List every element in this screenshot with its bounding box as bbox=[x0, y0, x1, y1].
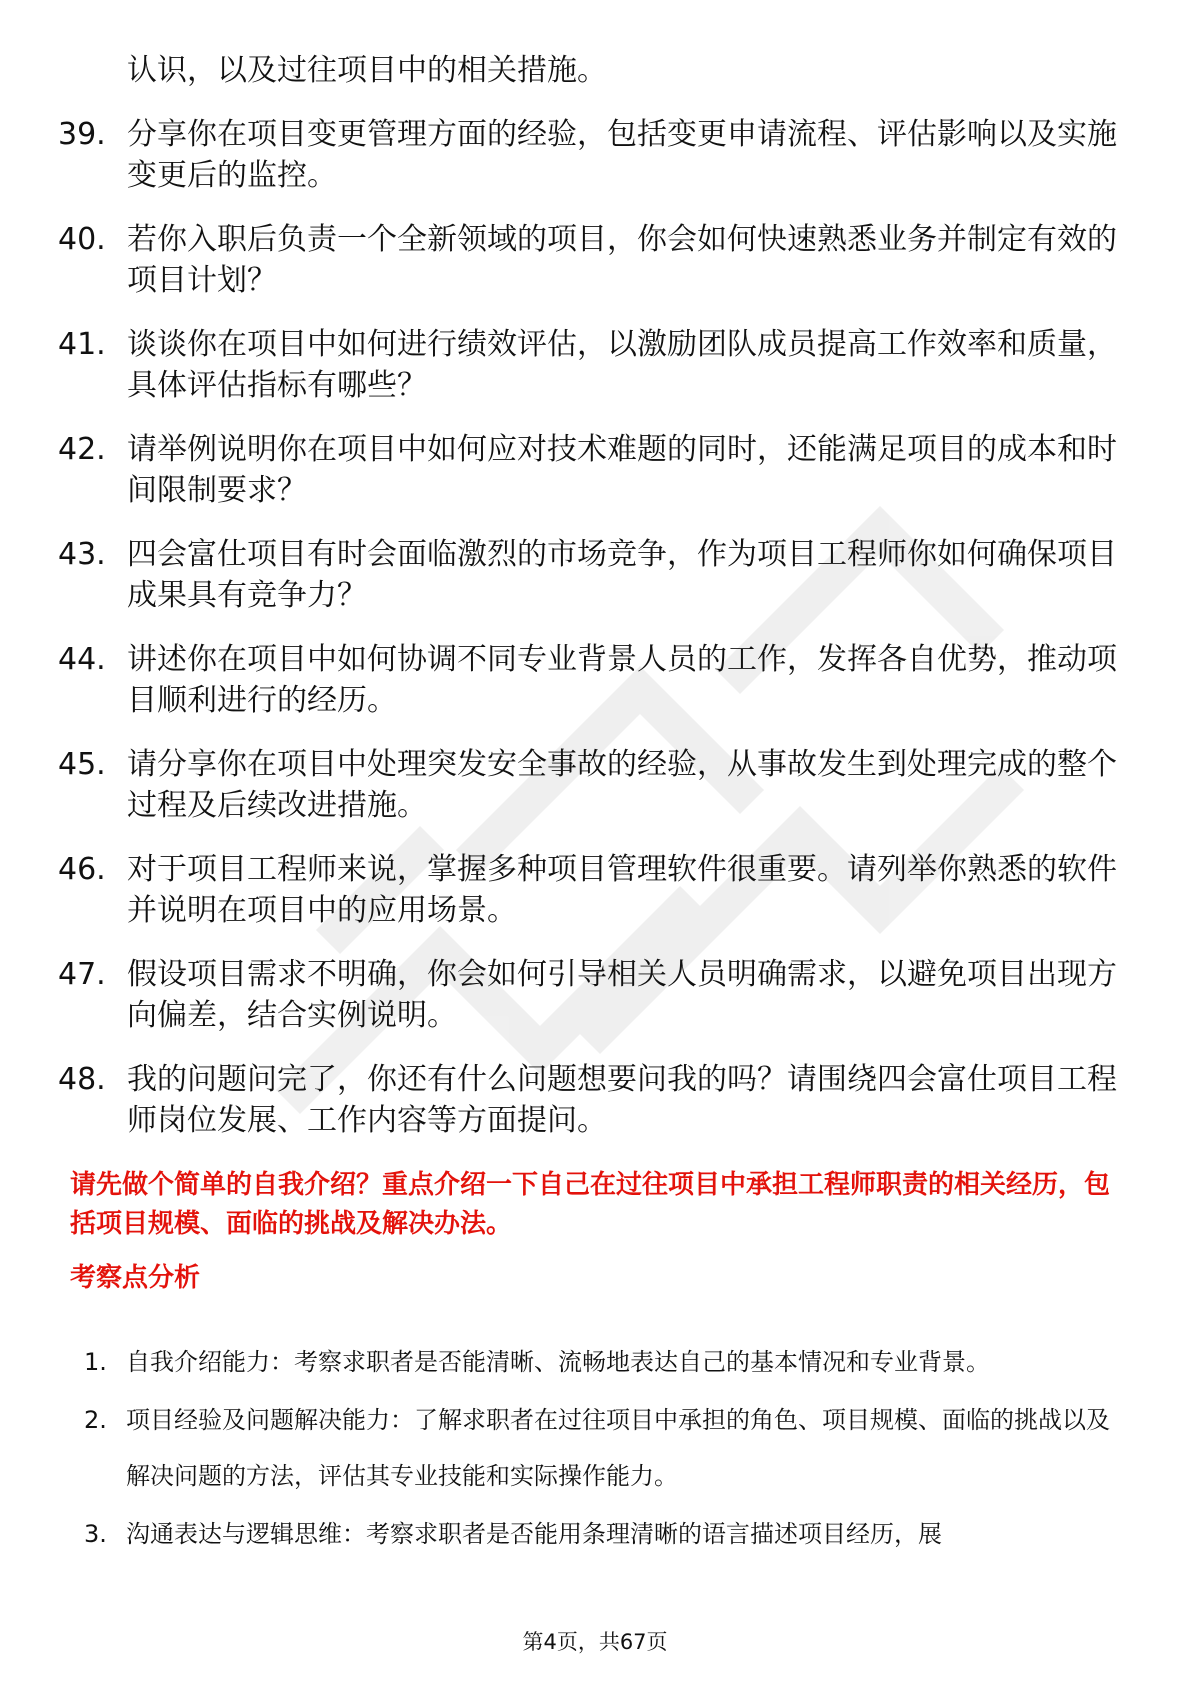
analysis-item bbox=[84, 1392, 1124, 1504]
page-footer: 第4页，共67页 bbox=[522, 1630, 668, 1654]
question-text: 对于项目工程师来说，掌握多种项目管理软件很重要。请列举你熟悉的软件并说明在项目中的应用场景。 bbox=[127, 852, 1117, 928]
analysis-number: 1. bbox=[84, 1348, 107, 1376]
question-item-47 bbox=[58, 954, 1118, 1036]
question-item-48 bbox=[58, 1059, 1118, 1141]
question-text: 请分享你在项目中处理突发安全事故的经验，从事故发生到处理完成的整个过程及后续改进措施。 bbox=[127, 747, 1117, 823]
question-text: 假设项目需求不明确，你会如何引导相关人员明确需求，以避免项目出现方向偏差，结合实例说明。 bbox=[127, 957, 1117, 1033]
question-text: 讲述你在项目中如何协调不同专业背景人员的工作，发挥各自优势，推动项目顺利进行的经历。 bbox=[127, 642, 1117, 718]
question-text: 请举例说明你在项目中如何应对技术难题的同时，还能满足项目的成本和时间限制要求？ bbox=[127, 432, 1117, 508]
question-text: 四会富仕项目有时会面临激烈的市场竞争，作为项目工程师你如何确保项目成果具有竞争力？ bbox=[127, 537, 1117, 613]
question-item-46 bbox=[58, 849, 1118, 931]
question-item-39 bbox=[58, 114, 1118, 196]
question-item-40 bbox=[58, 219, 1118, 301]
analysis-number: 3. bbox=[84, 1520, 107, 1548]
question-number: 41. bbox=[58, 327, 106, 362]
question-number: 48. bbox=[58, 1062, 106, 1097]
question-item-45 bbox=[58, 744, 1118, 826]
question-number: 39. bbox=[58, 117, 106, 152]
question-number: 44. bbox=[58, 642, 106, 677]
question-text: 我的问题问完了，你还有什么问题想要问我的吗？请围绕四会富仕项目工程师岗位发展、工作内容等方面提问。 bbox=[127, 1062, 1117, 1138]
question-item-43 bbox=[58, 534, 1118, 616]
analysis-number: 2. bbox=[84, 1406, 107, 1434]
question-list bbox=[58, 50, 1118, 1164]
question-number: 45. bbox=[58, 747, 106, 782]
question-text: 若你入职后负责一个全新领域的项目，你会如何快速熟悉业务并制定有效的项目计划？ bbox=[127, 222, 1117, 298]
analysis-item bbox=[84, 1334, 1124, 1390]
featured-question: 请先做个简单的自我介绍？重点介绍一下自己在过往项目中承担工程师职责的相关经历，包括项目规模、面临的挑战及解决办法。 bbox=[70, 1170, 1111, 1239]
analysis-text: 沟通表达与逻辑思维：考察求职者是否能用条理清晰的语言描述项目经历，展 bbox=[126, 1520, 942, 1548]
question-text: 认识，以及过往项目中的相关措施。 bbox=[127, 53, 607, 88]
analysis-item bbox=[84, 1506, 1124, 1562]
question-text: 分享你在项目变更管理方面的经验，包括变更申请流程、评估影响以及实施变更后的监控。 bbox=[127, 117, 1117, 193]
question-number: 42. bbox=[58, 432, 106, 467]
question-number: 40. bbox=[58, 222, 106, 257]
question-number: 46. bbox=[58, 852, 106, 887]
question-item-44 bbox=[58, 639, 1118, 721]
analysis-text: 自我介绍能力：考察求职者是否能清晰、流畅地表达自己的基本情况和专业背景。 bbox=[126, 1348, 990, 1376]
question-number: 47. bbox=[58, 957, 106, 992]
question-item-42 bbox=[58, 429, 1118, 511]
question-text: 谈谈你在项目中如何进行绩效评估，以激励团队成员提高工作效率和质量，具体评估指标有哪些？ bbox=[127, 327, 1117, 403]
analysis-text: 项目经验及问题解决能力：了解求职者在过往项目中承担的角色、项目规模、面临的挑战以及解决问题的方法，评估其专业技能和实际操作能力。 bbox=[126, 1406, 1110, 1490]
question-item-41 bbox=[58, 324, 1118, 406]
analysis-list bbox=[84, 1334, 1124, 1564]
analysis-section-title: 考察点分析 bbox=[70, 1263, 201, 1293]
question-continuation bbox=[58, 50, 1118, 91]
question-number: 43. bbox=[58, 537, 106, 572]
